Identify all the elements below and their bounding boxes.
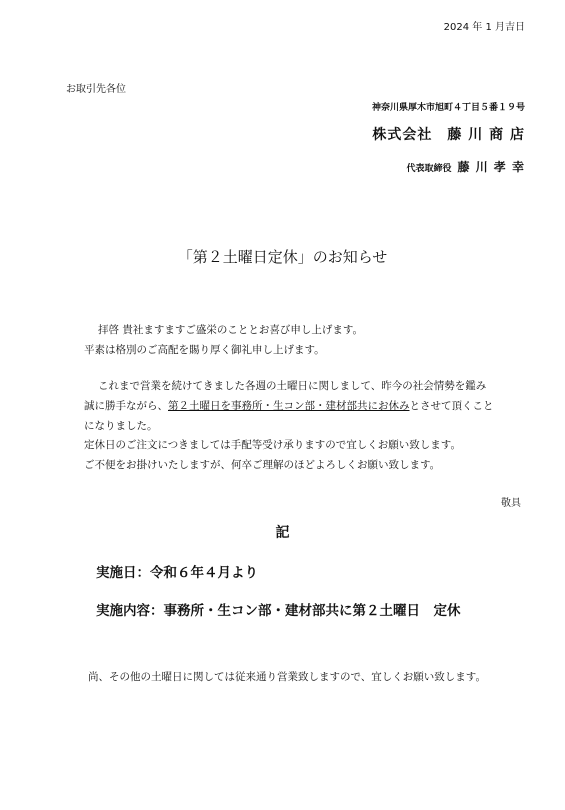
body-line-4 [84, 398, 494, 413]
ki-heading: 記 [275, 525, 290, 541]
greeting-line-2: 平素は格別のご高配を賜り厚く御礼申し上げます。 [84, 344, 325, 356]
body-line-4-pre: 誠に勝手ながら、 [84, 400, 168, 412]
greeting-line-1: 拝啓 貴社ますますご盛栄のこととお喜び申し上げます。 [98, 324, 363, 336]
body-line-7: ご不便をお掛けいたしますが、何卒ご理解のほどよろしくお願い致します。 [84, 459, 441, 471]
representative [406, 156, 525, 175]
body-line-4-post: とさせて頂くこと [409, 400, 494, 412]
body-line-3: これまで営業を続けてきました各週の土曜日に関しまして、昨今の社会情勢を鑑み [98, 380, 487, 392]
implementation-date: 実施日：令和６年４月より [96, 565, 258, 581]
representative-title: 代表取締役 [406, 164, 452, 174]
body-line-6: 定休日のご注文につきましては手配等受け承りますので宜しくお願い致します。 [84, 439, 461, 451]
recipient: お取引先各位 [66, 84, 126, 95]
implementation-details: 実施内容：事務所・生コン部・建材部共に第２土曜日 定休 [96, 603, 461, 619]
closing-keigu: 敬具 [501, 498, 521, 509]
company-address: 神奈川県厚木市旭町４丁目５番１９号 [371, 103, 525, 113]
issue-date: 2024 年 1 月吉日 [443, 22, 525, 33]
footer-note: 尚、その他の土曜日に関しては従来通り営業致しますので、宜しくお願い致します。 [88, 671, 486, 683]
company-name: 株式会社 藤 川 商 店 [372, 127, 525, 143]
representative-name: 藤 川 孝 幸 [457, 160, 525, 174]
notice-title: 「第２土曜日定休」のお知らせ [177, 248, 388, 266]
body-line-5: になりました。 [84, 420, 158, 432]
underlined-closure-text: 第２土曜日を事務所・生コン部・建材部共にお休み [168, 400, 410, 412]
